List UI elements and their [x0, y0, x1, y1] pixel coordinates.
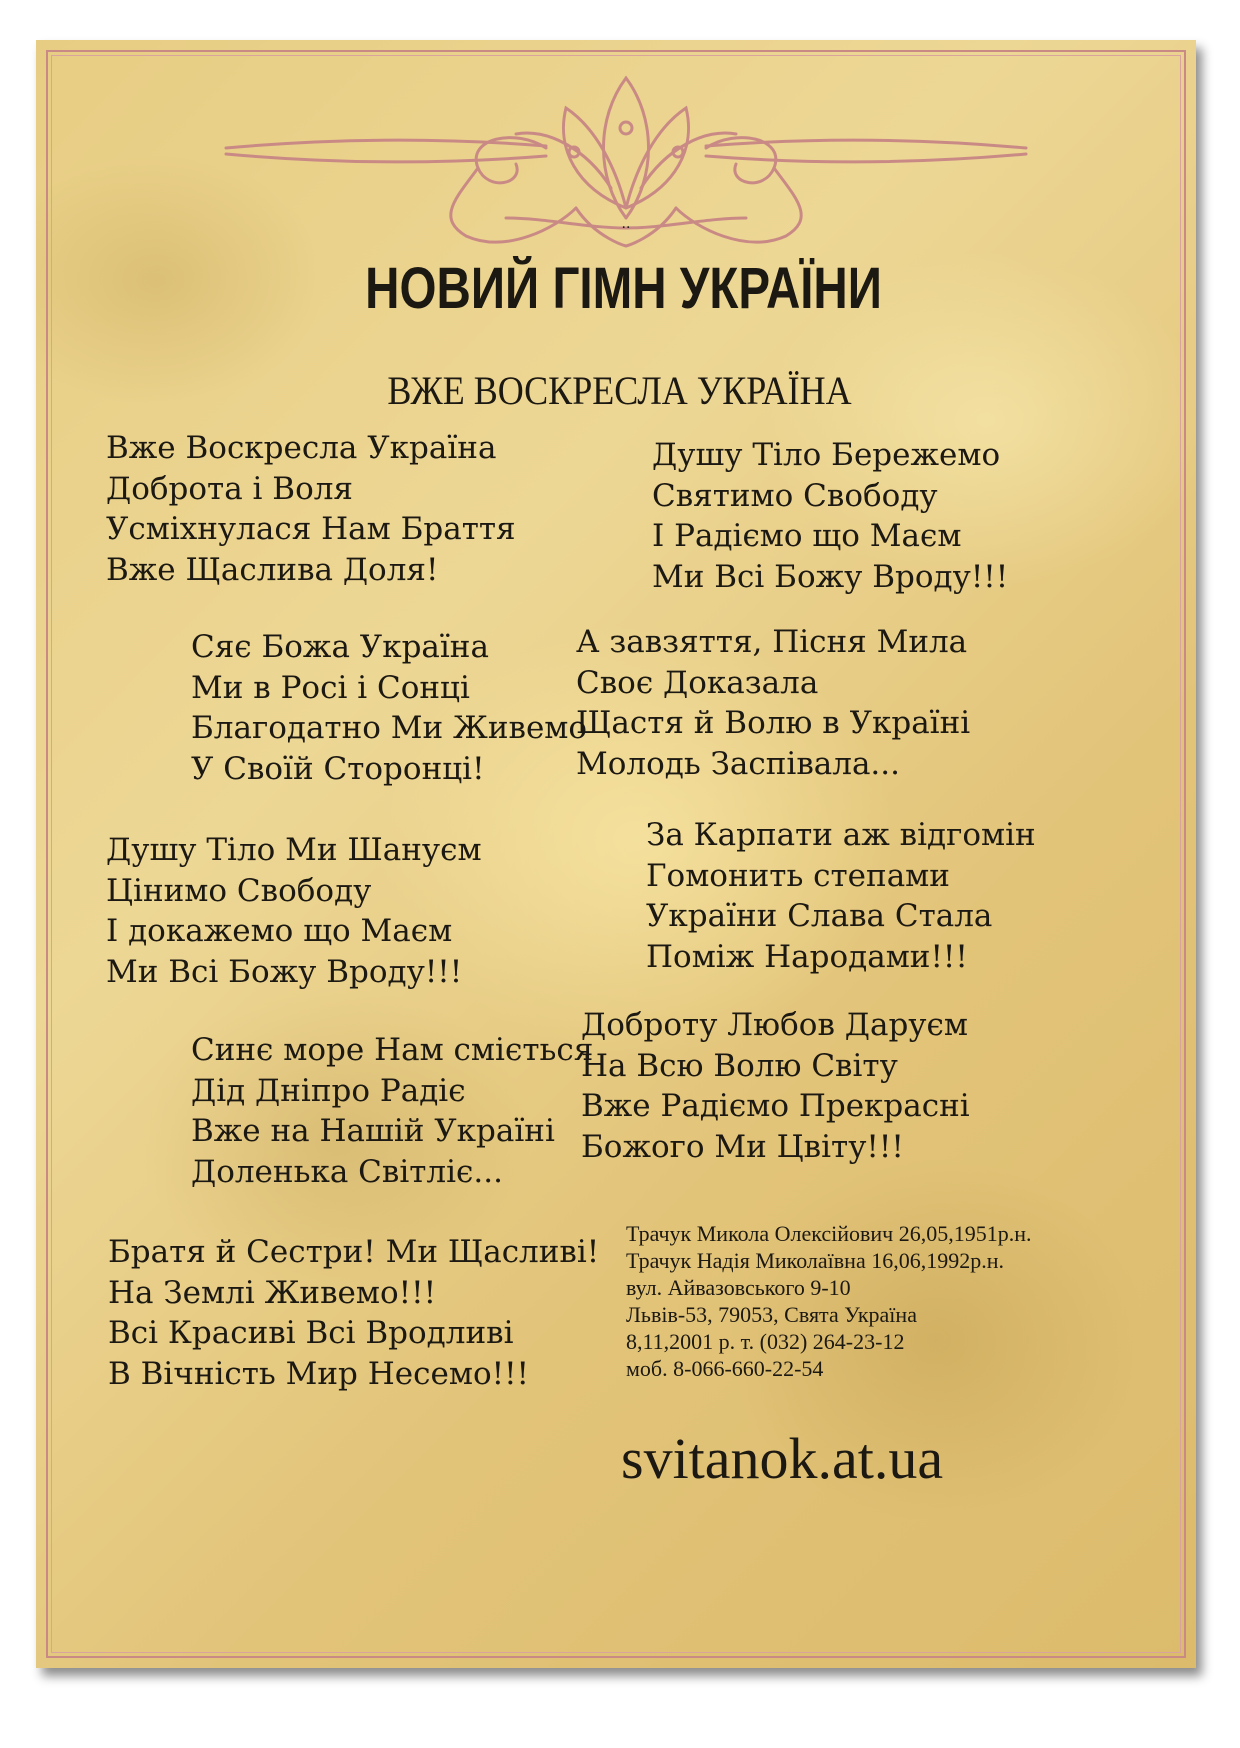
- verse-line: У Своїй Сторонці!: [191, 750, 485, 787]
- verse-line: Поміж Народами!!!: [646, 938, 968, 975]
- verse-line: Щастя й Волю в Україні: [576, 705, 971, 741]
- verse-line: Своє Доказала: [576, 664, 819, 701]
- verse-line: Душу Тіло Бережемо: [652, 437, 1001, 473]
- page-subtitle: ВЖЕ ВОСКРЕСЛА УКРАЇНА: [387, 368, 852, 413]
- verse-line: Доленька Світліє...: [191, 1153, 503, 1190]
- verse-line: І Радіємо що Маєм: [652, 518, 962, 554]
- verse-line: Цінимо Свободу: [106, 872, 372, 909]
- verse-line: Дід Дніпро Радіє: [191, 1072, 466, 1109]
- contact-line: 8,11,2001 р. т. (032) 264-23-12: [626, 1329, 905, 1354]
- verse-line: За Карпати аж відгомін: [646, 817, 1036, 853]
- verse-line: Ми в Росі і Сонці: [191, 669, 470, 706]
- verse-line: Братя й Сестри! Ми Щасливі!: [108, 1234, 600, 1270]
- contact-line: моб. 8-066-660-22-54: [626, 1356, 824, 1381]
- verse-line: Гомонить степами: [646, 857, 950, 894]
- verse-line: України Слава Стала: [646, 898, 993, 934]
- left-stanza-5: [108, 1232, 599, 1394]
- verse-line: Всі Красиві Всі Вродливі: [108, 1315, 514, 1351]
- verse-line: На Землі Живемо!!!: [108, 1274, 437, 1311]
- contact-line: Львів-53, 79053, Свята Україна: [626, 1302, 917, 1327]
- left-stanza-1: [106, 428, 516, 590]
- left-stanza-2: [191, 627, 587, 789]
- author-contacts: [626, 1220, 1032, 1382]
- contact-line: Трачук Микола Олексійович 26,05,1951р.н.: [626, 1221, 1032, 1246]
- contact-line: Трачук Надія Миколаївна 16,06,1992р.н.: [626, 1248, 1004, 1273]
- parchment-sheet: [36, 40, 1196, 1668]
- verse-line: Синє море Нам сміється: [191, 1032, 594, 1068]
- verse-line: Усміхнулася Нам Браття: [106, 511, 516, 547]
- verse-line: Вже Щаслива Доля!: [106, 551, 439, 588]
- ornament-dots: ..: [621, 216, 631, 232]
- verse-line: А завзяття, Пісня Мила: [576, 624, 968, 660]
- ornament-flourish: [216, 68, 1036, 258]
- verse-line: Благодатно Ми Живемо: [191, 710, 588, 746]
- right-stanza-1: [652, 435, 1008, 597]
- page-title: НОВИЙ ГІМН УКРАЇНИ: [365, 256, 882, 321]
- verse-line: Доброта і Воля: [106, 470, 353, 507]
- website-link[interactable]: svitanok.at.ua: [621, 1426, 944, 1491]
- right-stanza-4: [581, 1005, 970, 1167]
- verse-line: Молодь Заспівала...: [576, 745, 900, 782]
- verse-line: І докажемо що Маєм: [106, 913, 453, 949]
- verse-line: Душу Тіло Ми Шануєм: [106, 832, 482, 868]
- left-stanza-3: [106, 830, 482, 992]
- verse-line: Ми Всі Божу Вроду!!!: [106, 953, 463, 990]
- verse-line: Вже Радіємо Прекрасні: [581, 1088, 970, 1124]
- verse-line: Сяє Божа Україна: [191, 629, 489, 665]
- verse-line: Ми Всі Божу Вроду!!!: [652, 558, 1009, 595]
- verse-line: Вже Воскресла Україна: [106, 430, 497, 466]
- verse-line: Святимо Свободу: [652, 477, 938, 514]
- contact-line: вул. Айвазовського 9-10: [626, 1275, 851, 1300]
- right-stanza-3: [646, 815, 1036, 977]
- verse-line: Вже на Нашій Україні: [191, 1113, 555, 1149]
- verse-line: На Всю Волю Світу: [581, 1047, 898, 1084]
- verse-line: В Вічність Мир Несемо!!!: [108, 1355, 529, 1392]
- verse-line: Доброту Любов Даруєм: [581, 1007, 969, 1043]
- left-stanza-4: [191, 1030, 593, 1192]
- right-stanza-2: [576, 622, 970, 784]
- verse-line: Божого Ми Цвіту!!!: [581, 1128, 904, 1165]
